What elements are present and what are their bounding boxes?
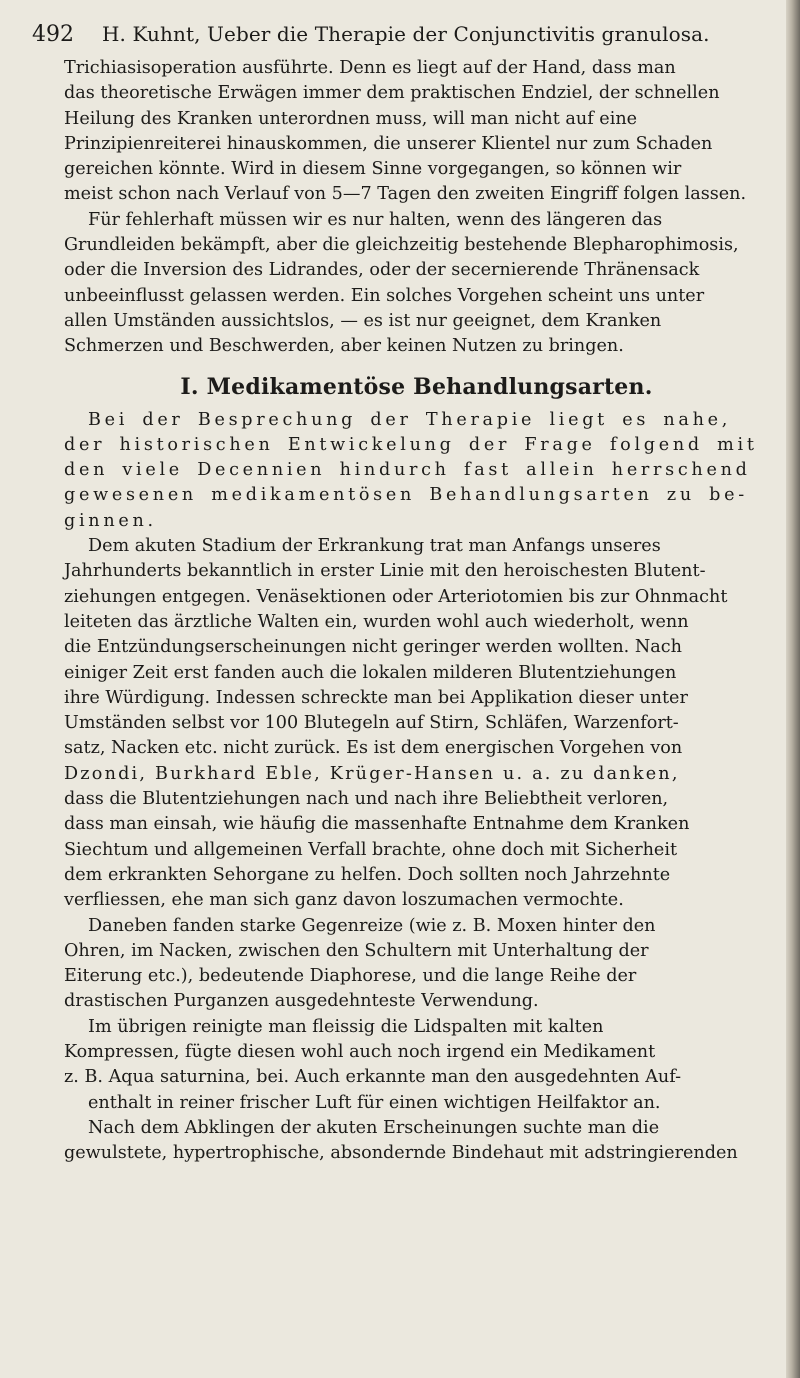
text-line: das theoretische Erwägen immer dem praktischen Endziel, der schnellen bbox=[64, 83, 720, 104]
paragraph bbox=[64, 762, 769, 914]
text-line: Umständen selbst vor 100 Blutegeln auf Stirn, Schläfen, Warzenfort- bbox=[64, 713, 679, 734]
paragraph bbox=[64, 534, 769, 762]
paragraph bbox=[64, 208, 769, 360]
text-line: allen Umständen aussichtslos, — es ist nur geeignet, dem Kranken bbox=[64, 310, 662, 331]
text-line: dem erkrankten Sehorgane zu helfen. Doch sollten noch Jahrzehnte bbox=[64, 864, 671, 885]
section-heading: I. Medikamentöse Behandlungsarten. bbox=[180, 373, 653, 400]
paragraph bbox=[64, 56, 769, 208]
page-number: 492 bbox=[32, 22, 74, 47]
text-line: Daneben fanden starke Gegenreize (wie z. B. Moxen hinter den bbox=[88, 915, 656, 936]
page-header bbox=[32, 22, 769, 56]
text-line: meist schon nach Verlauf von 5—7 Tagen den zweiten Eingriff folgen lassen. bbox=[64, 184, 747, 205]
text-line: den viele Decennien hindurch fast allein herrschend bbox=[64, 460, 751, 481]
page-content bbox=[32, 22, 769, 1166]
text-line: dass die Blutentziehungen nach und nach ihre Beliebtheit verloren, bbox=[64, 789, 669, 810]
text-line: Dem akuten Stadium der Erkrankung trat man Anfangs unseres bbox=[88, 536, 661, 557]
text-line: einiger Zeit erst fanden auch die lokalen milderen Blutentziehungen bbox=[64, 662, 677, 683]
book-spine-shadow bbox=[786, 0, 800, 1378]
text-line: Jahrhunderts bekanntlich in erster Linie mit den heroischesten Blutent- bbox=[64, 561, 706, 582]
text-line: gewulstete, hypertrophische, absondernde Bindehaut mit adstringierenden bbox=[64, 1143, 738, 1164]
text-line: gewesenen medikamentösen Behandlungsarten zu be- bbox=[64, 485, 748, 506]
text-line: Prinzipienreiterei hinauskommen, die unserer Klientel nur zum Schaden bbox=[64, 133, 713, 154]
spaced-paragraph bbox=[64, 408, 769, 534]
text-line: Heilung des Kranken unterordnen muss, will man nicht auf eine bbox=[64, 108, 638, 129]
text-line: ziehungen entgegen. Venäsektionen oder Arteriotomien bis zur Ohnmacht bbox=[64, 586, 728, 607]
text-line: Trichiasisoperation ausführte. Denn es liegt auf der Hand, dass man bbox=[64, 58, 676, 78]
text-line: Ohren, im Nacken, zwischen den Schultern mit Unterhaltung der bbox=[64, 940, 649, 961]
running-head: H. Kuhnt, Ueber die Therapie der Conjunctivitis granulosa. bbox=[102, 22, 710, 46]
paragraph bbox=[64, 1116, 769, 1167]
text-line: Grundleiden bekämpft, aber die gleichzeitig bestehende Blepharophimosis, bbox=[64, 235, 739, 256]
text-line: enthalt in reiner frischer Luft für einen wichtigen Heilfaktor an. bbox=[88, 1092, 661, 1113]
text-line: Eiterung etc.), bedeutende Diaphorese, und die lange Reihe der bbox=[64, 966, 637, 987]
text-line: unbeeinflusst gelassen werden. Ein solches Vorgehen scheint uns unter bbox=[64, 285, 705, 306]
text-line: ginnen. bbox=[64, 510, 157, 531]
text-line: leiteten das ärztliche Walten ein, wurden wohl auch wiederholt, wenn bbox=[64, 611, 689, 632]
paragraph bbox=[64, 1015, 769, 1116]
text-line: dass man einsah, wie häufig die massenhafte Entnahme dem Kranken bbox=[64, 814, 690, 835]
text-line: Für fehlerhaft müssen wir es nur halten, wenn des längeren das bbox=[88, 209, 663, 230]
text-line: Nach dem Abklingen der akuten Erscheinungen suchte man die bbox=[88, 1117, 660, 1138]
text-line: drastischen Purganzen ausgedehnteste Verwendung. bbox=[64, 991, 539, 1012]
text-line: z. B. Aqua saturnina, bei. Auch erkannte man den ausgedehnten Auf- bbox=[64, 1067, 682, 1088]
text-line: Kompressen, fügte diesen wohl auch noch irgend ein Medikament bbox=[64, 1041, 656, 1062]
text-line: gereichen könnte. Wird in diesem Sinne vorgegangen, so können wir bbox=[64, 159, 682, 180]
text-line: Bei der Besprechung der Therapie liegt es nahe, bbox=[88, 409, 732, 430]
paragraph bbox=[64, 914, 769, 1015]
text-line: satz, Nacken etc. nicht zurück. Es ist dem energischen Vorgehen von bbox=[64, 738, 683, 759]
text-line: der historischen Entwickelung der Frage folgend mit bbox=[64, 434, 758, 455]
text-line: Siechtum und allgemeinen Verfall brachte, ohne doch mit Sicherheit bbox=[64, 839, 678, 860]
text-line: Schmerzen und Beschwerden, aber keinen Nutzen zu bringen. bbox=[64, 336, 624, 357]
text-line: verfliessen, ehe man sich ganz davon loszumachen vermochte. bbox=[64, 890, 624, 911]
text-line: die Entzündungserscheinungen nicht geringer werden wollten. Nach bbox=[64, 637, 682, 658]
text-line: Im übrigen reinigte man fleissig die Lidspalten mit kalten bbox=[88, 1016, 604, 1037]
text-line: Dzondi, Burkhard Eble, Krüger-Hansen u. a. zu danken, bbox=[64, 763, 680, 784]
text-line: ihre Würdigung. Indessen schreckte man bei Applikation dieser unter bbox=[64, 687, 688, 708]
text-line: oder die Inversion des Lidrandes, oder der secernierende Thränensack bbox=[64, 260, 700, 281]
